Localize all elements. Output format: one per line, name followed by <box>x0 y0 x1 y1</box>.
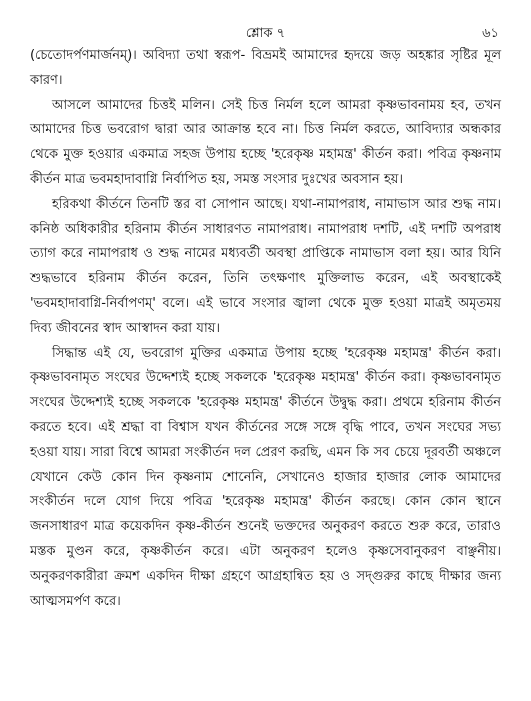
paragraph-4: সিদ্ধান্ত এই যে, ভবরোগ মুক্তির একমাত্র উপায় হচ্ছে 'হরেকৃষ্ণ মহামন্ত্র' কীর্তন করা। কৃষ্ণভাবনামৃত সংঘের উদ্দেশ্যই হচ্ছে সকলকে 'হরেকৃষ্ণ মহামন্ত্র' কীর্তন করা। কৃষ্ণভাবনামৃত সংঘের উদ্দেশ্যই হচ্ছে সকলকে 'হরেকৃষ্ণ মহামন্ত্র' কীর্তনে উদ্বুদ্ধ করা। প্রথমে হরিনাম কীর্তন করতে হবে। এই শ্রদ্ধা বা বিশ্বাস যখন কীর্তনের সঙ্গে সঙ্গে বৃদ্ধি পাবে, তখন সংঘের সভ্য হওয়া যায়। সারা বিশ্বে আমরা সংকীর্তন দল প্রেরণ করছি, এমন কি সব চেয়ে দূরবর্তী অঞ্চলে যেখানে কেউ কোন দিন কৃষ্ণনাম শোনেনি, সেখানেও হাজার হাজার লোক আমাদের সংকীর্তন দলে যোগ দিয়ে পবিত্র 'হরেকৃষ্ণ মহামন্ত্র' কীর্তন করছে। কোন কোন স্থানে জনসাধারণ মাত্র কয়েকদিন কৃষ্ণ-কীর্তন শুনেই ভক্তদের অনুকরণ করতে শুরু করে, তারাও মস্তক মুণ্ডন করে, কৃষ্ণকীর্তন করে। এটা অনুকরণ হলেও কৃষ্ণসেবানুকরণ বাঞ্ছনীয়। অনুকরণকারীরা ক্রমশ একদিন দীক্ষা গ্রহণে আগ্রহান্বিত হয় ও সদ্গুরুর কাছে দীক্ষার জন্য আত্মসমর্পণ করে। <box>30 345 501 609</box>
paragraph-2: আসলে আমাদের চিত্তই মলিন। সেই চিত্ত নির্মল হলে আমরা কৃষ্ণভাবনাময় হব, তখন আমাদের চিত্ত ভবরোগ দ্বারা আর আক্রান্ত হবে না। চিত্ত নির্মল করতে, আবিদ্যার অন্ধকার থেকে মুক্ত হওয়ার একমাত্র সহজ উপায় হচ্ছে 'হরেকৃষ্ণ মহামন্ত্র' কীর্তন করা। পবিত্র কৃষ্ণনাম কীর্তন মাত্র ভবমহাদাবাগ্নি নির্বাপিত হয়, সমস্ত সংসার দুঃখের অবসান হয়। <box>30 97 501 187</box>
page-header <box>30 12 501 44</box>
paragraph-3: হরিকথা কীর্তনে তিনটি স্তর বা সোপান আছে। যথা-নামাপরাধ, নামাভাস আর শুদ্ধ নাম। কনিষ্ঠ অধিকারীর হরিনাম কীর্তন সাধারণত নামাপরাধ। নামাপরাধ দশটি, এই দশটি অপরাধ ত্যাগ করে নামাপরাধ ও শুদ্ধ নামের মধ্যবর্তী অবস্থা প্রাপ্তিকে নামাভাস বলা হয়। আর যিনি শুদ্ধভাবে হরিনাম কীর্তন করেন, তিনি তৎক্ষণাৎ মুক্তিলাভ করেন, এই অবস্থাকেই 'ভবমহাদাবাগ্নি-নির্বাপণম্' বলে। এই ভাবে সংসার জ্বালা থেকে মুক্ত হওয়া মাত্রই অমৃতময় দিব্য জীবনের স্বাদ আস্বাদন করা যায়। <box>30 196 501 336</box>
paragraph-1: (চেতোদর্পণমার্জনম্)। অবিদ্যা তথা স্বরূপ- বিভ্রমই আমাদের হৃদয়ে জড় অহঙ্কার সৃষ্টির মূল কারণ। <box>30 48 501 88</box>
running-head: শ্লোক ৭ <box>245 26 286 41</box>
page-number: ৬১ <box>482 26 499 41</box>
body-text <box>30 44 501 614</box>
